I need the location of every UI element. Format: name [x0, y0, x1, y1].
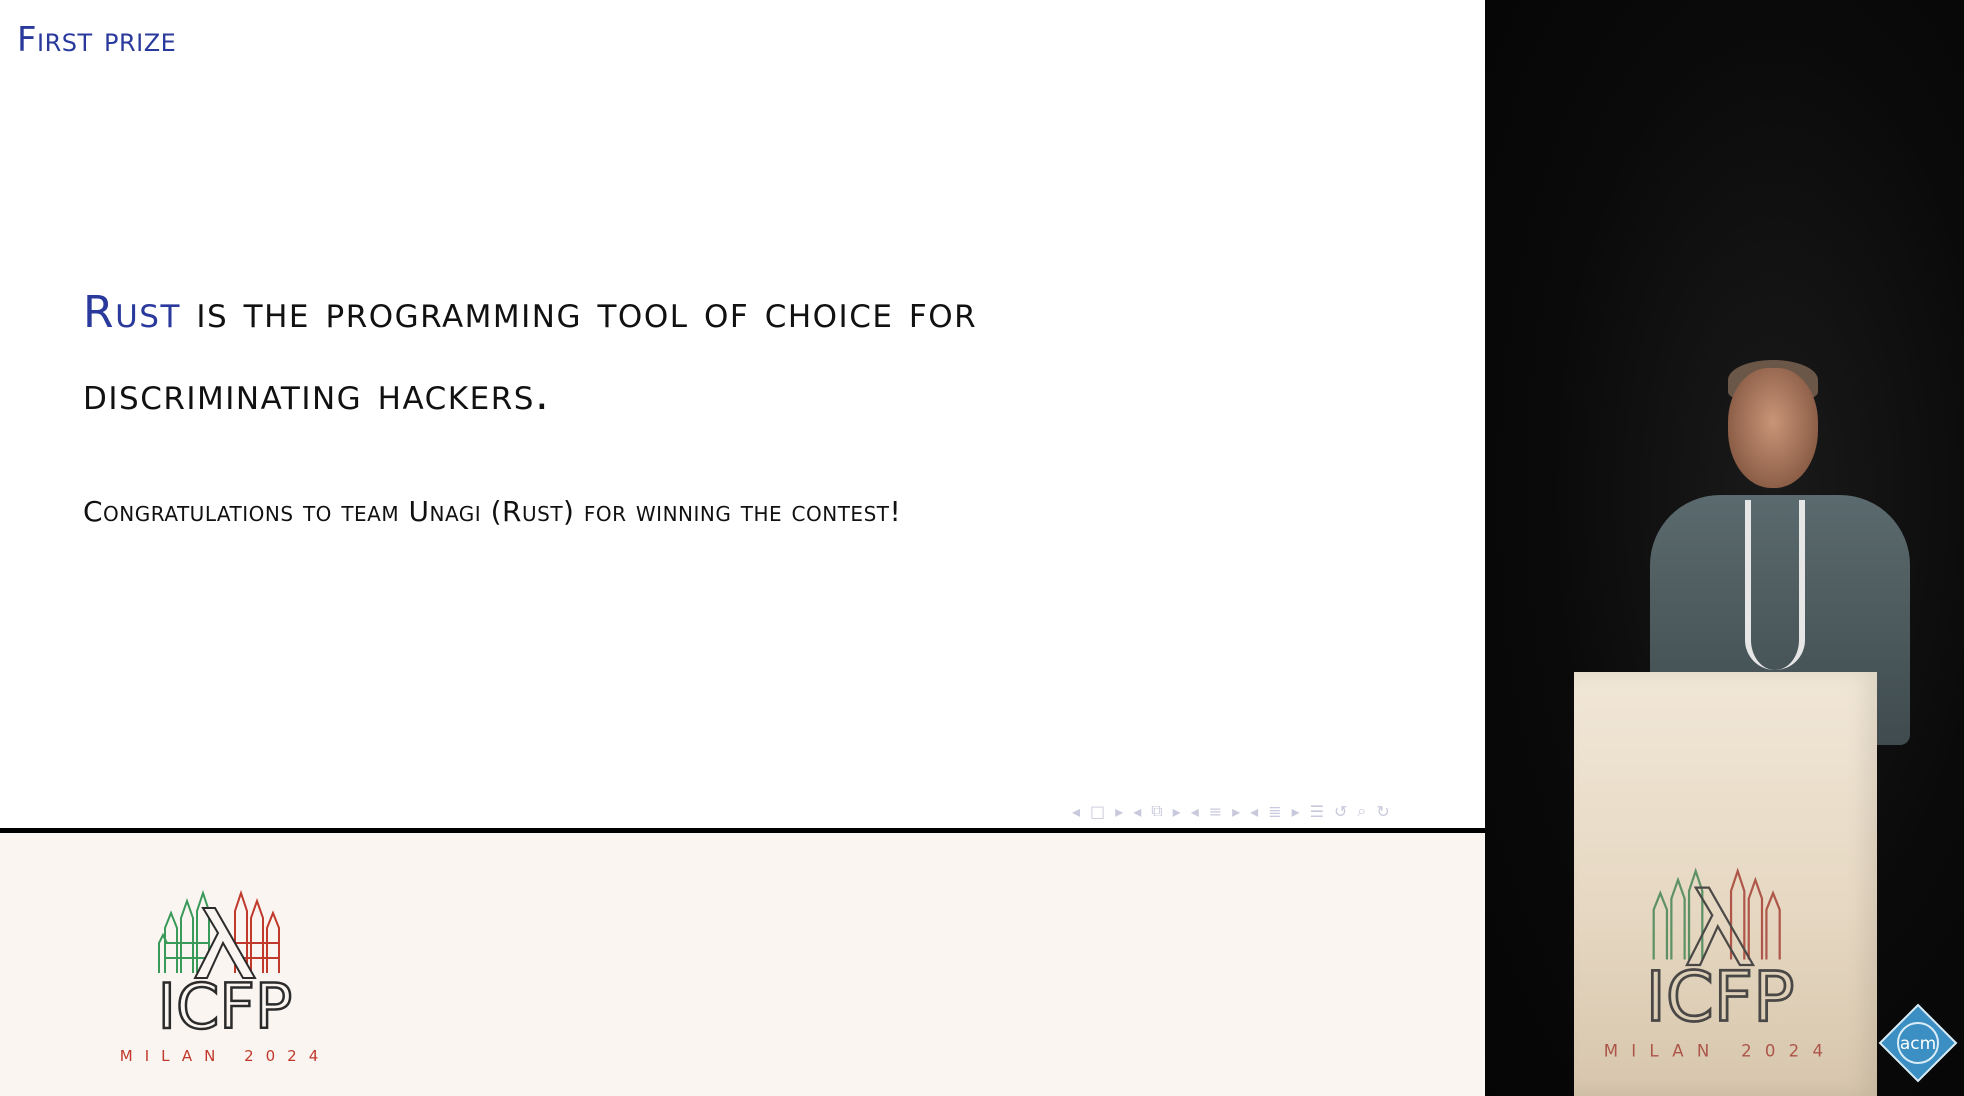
headline-accent: Rust	[83, 287, 181, 338]
nav-subsection-icon[interactable]: ⧉	[1151, 801, 1163, 820]
acm-logo	[1878, 1003, 1958, 1083]
nav-section-icon[interactable]: ≡	[1208, 801, 1223, 821]
nav-next-frame-icon[interactable]: ▸	[1115, 801, 1124, 821]
nav-toc-icon[interactable]: ☰	[1309, 801, 1324, 821]
nav-next-section-icon[interactable]: ▸	[1232, 801, 1241, 821]
podium-logo-letters: ICFP	[1645, 957, 1795, 1038]
nav-frame-icon[interactable]: □	[1090, 801, 1106, 821]
slide-title: First prize	[17, 20, 177, 60]
nav-part-icon[interactable]: ≣	[1268, 801, 1282, 821]
icfp-logo-letters: ICFP	[157, 970, 293, 1043]
congratulations-text: Congratulations to team Unagi (Rust) for winning the contest!	[83, 495, 902, 528]
nav-prev-frame-icon[interactable]: ◂	[1072, 801, 1081, 821]
nav-prev-part-icon[interactable]: ◂	[1250, 801, 1259, 821]
nav-prev-subsection-icon[interactable]: ◂	[1133, 801, 1142, 821]
speaker-camera-feed	[1485, 0, 1964, 1096]
conference-footer	[0, 833, 1485, 1096]
icfp-logo	[115, 883, 335, 1073]
podium-icfp-logo	[1595, 860, 1845, 1070]
nav-next-subsection-icon[interactable]: ▸	[1172, 801, 1181, 821]
beamer-navigation	[1072, 800, 1390, 822]
speaker-lanyard	[1745, 500, 1805, 670]
nav-search-icon[interactable]: ⌕	[1357, 801, 1367, 820]
headline-text-2: discriminating hackers.	[83, 369, 551, 420]
headline-text-1: is the programming tool of choice for	[180, 287, 978, 338]
speaker-head	[1728, 368, 1818, 488]
icfp-logo-subtitle: MILAN 2024	[119, 1047, 331, 1065]
nav-forward-icon[interactable]: ↻	[1376, 801, 1390, 821]
nav-prev-section-icon[interactable]: ◂	[1190, 801, 1199, 821]
podium-logo-subtitle: MILAN 2024	[1603, 1041, 1837, 1061]
nav-next-part-icon[interactable]: ▸	[1291, 801, 1300, 821]
slide-headline	[83, 272, 1333, 436]
nav-back-icon[interactable]: ↺	[1333, 801, 1348, 821]
acm-logo-text: acm	[1899, 1034, 1937, 1054]
